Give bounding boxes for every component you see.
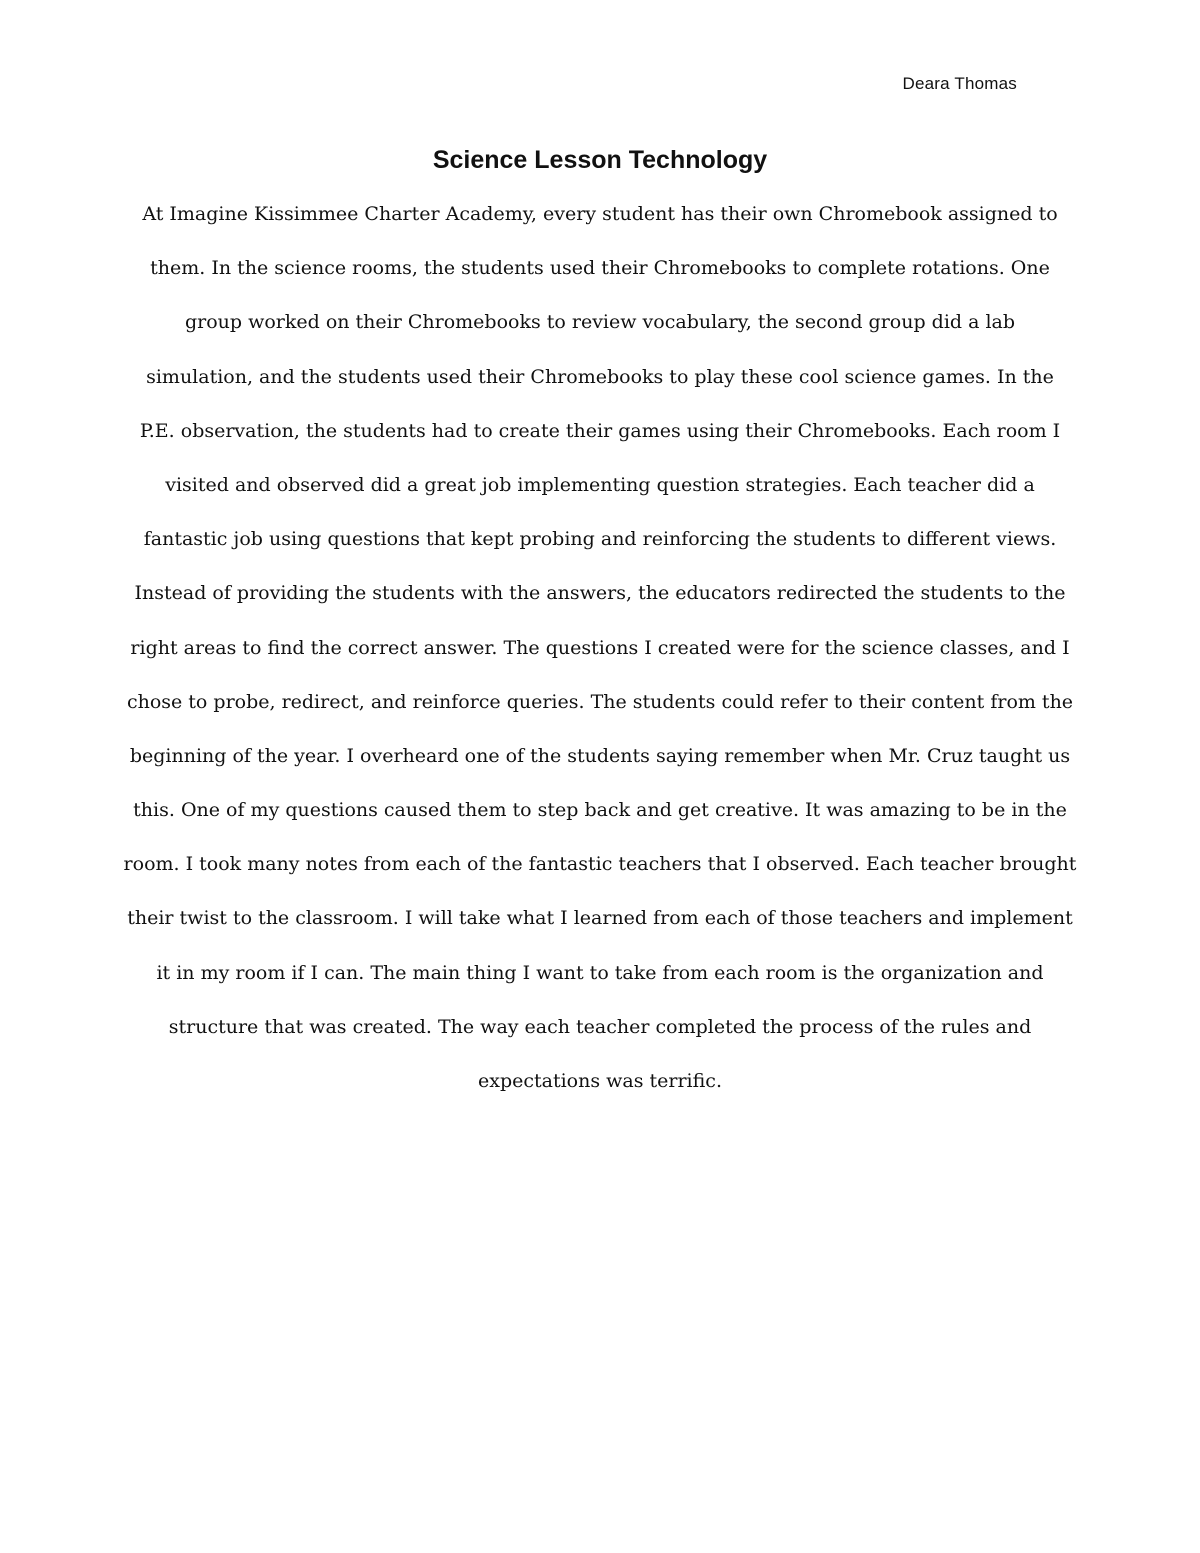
- author-name: Deara Thomas: [902, 74, 1017, 93]
- paragraph-line: beginning of the year. I overheard one of the students saying remember when Mr. Cruz taught us: [129, 744, 1071, 767]
- body-paragraph: [120, 196, 1080, 1117]
- paragraph-line: this. One of my questions caused them to step back and get creative. It was amazing to be in the: [133, 799, 1067, 822]
- paragraph-line: their twist to the classroom. I will take what I learned from each of those teachers and implement: [127, 907, 1073, 930]
- paragraph-line: group worked on their Chromebooks to review vocabulary, the second group did a lab: [184, 311, 1016, 334]
- paragraph-line: it in my room if I can. The main thing I want to take from each room is the organization and: [156, 961, 1044, 984]
- paragraph-line: simulation, and the students used their Chromebooks to play these cool science games. In the: [146, 365, 1054, 388]
- paragraph-line: Instead of providing the students with the answers, the educators redirected the students to the: [134, 582, 1066, 605]
- paragraph-line: fantastic job using questions that kept probing and reinforcing the students to different views.: [143, 528, 1057, 551]
- paragraph-line: At Imagine Kissimmee Charter Academy, every student has their own Chromebook assigned to: [142, 203, 1058, 225]
- paragraph-line: expectations was terrific.: [477, 1070, 722, 1092]
- paragraph-line: visited and observed did a great job implementing question strategies. Each teacher did a: [165, 473, 1035, 496]
- paragraph-line: room. I took many notes from each of the fantastic teachers that I observed. Each teacher brought: [123, 853, 1077, 876]
- document-title: Science Lesson Technology: [432, 146, 768, 174]
- paragraph-line: chose to probe, redirect, and reinforce queries. The students could refer to their content from the: [126, 690, 1074, 713]
- paragraph-line: P.E. observation, the students had to create their games using their Chromebooks. Each room I: [139, 419, 1061, 442]
- paragraph-line: them. In the science rooms, the students used their Chromebooks to complete rotations. One: [150, 257, 1050, 280]
- paragraph-line: structure that was created. The way each teacher completed the process of the rules and: [168, 1015, 1032, 1038]
- paragraph-line: right areas to find the correct answer. The questions I created were for the science classes, and I: [130, 636, 1070, 659]
